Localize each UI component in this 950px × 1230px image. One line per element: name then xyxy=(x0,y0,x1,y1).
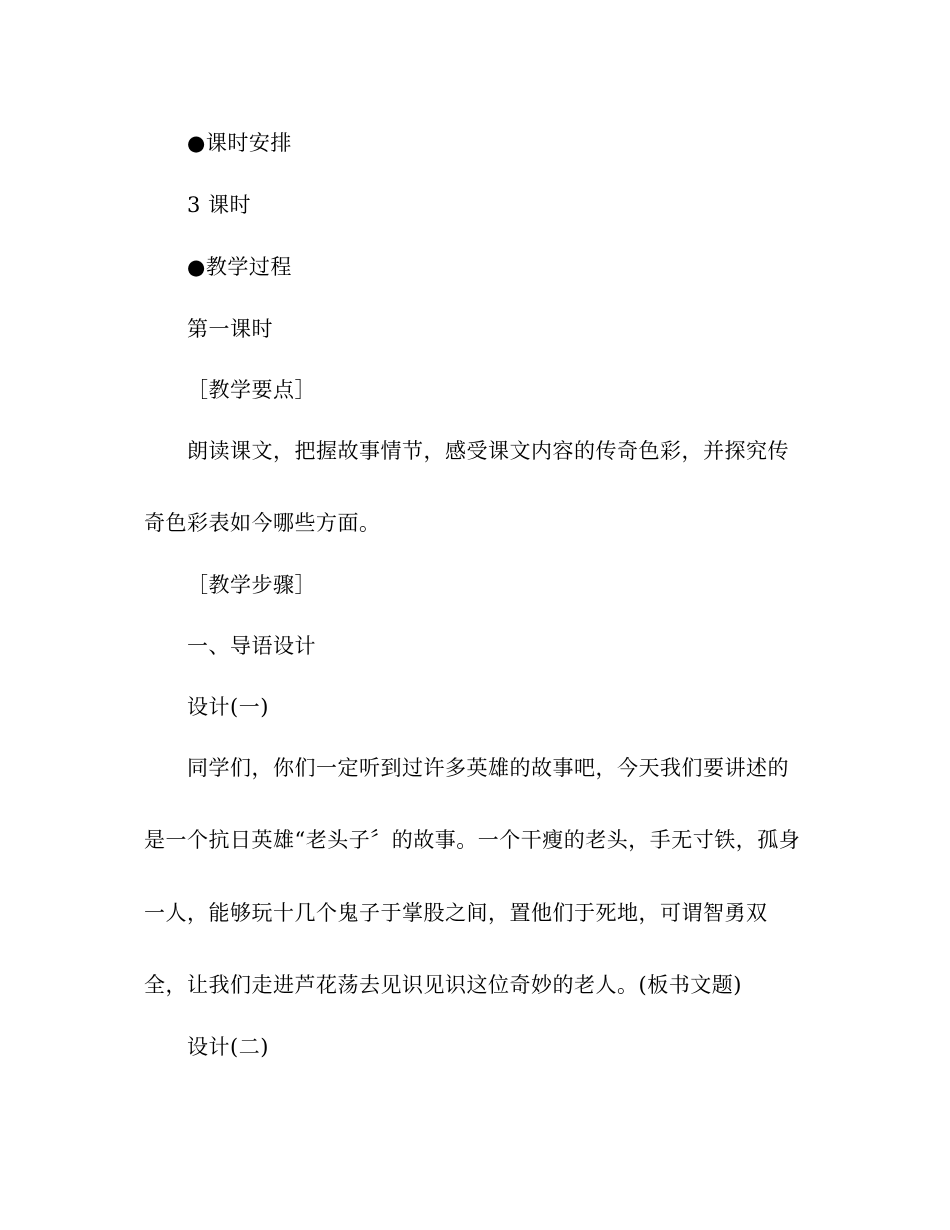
paragraph-line: 朗读课文，把握故事情节，感受课文内容的传奇色彩，并探究传 xyxy=(187,439,789,463)
design-heading: 设计(二) xyxy=(187,1035,269,1059)
subheading-steps: ［教学步骤］ xyxy=(187,573,316,597)
paragraph-line: 奇色彩表如今哪些方面。 xyxy=(144,511,381,535)
schedule-value: 3 课时 xyxy=(187,193,252,217)
paragraph-line: 全，让我们走进芦花荡去见识见识这位奇妙的老人。(板书文题) xyxy=(144,973,742,997)
paragraph-line: 同学们，你们一定听到过许多英雄的故事吧，今天我们要讲述的 xyxy=(187,756,789,780)
lesson-title: 第一课时 xyxy=(187,317,273,341)
paragraph-line: 是一个抗日英雄“老头子〞的故事。一个干瘦的老头，手无寸铁，孤身 xyxy=(144,828,801,852)
subheading-key-points: ［教学要点］ xyxy=(187,378,316,402)
paragraph-line: 一人，能够玩十几个鬼子于掌股之间，置他们于死地，可谓智勇双 xyxy=(144,901,768,925)
section-heading-process: ●教学过程 xyxy=(187,255,292,279)
step-heading: 一、导语设计 xyxy=(187,634,316,658)
section-heading-schedule: ●课时安排 xyxy=(187,131,292,155)
design-heading: 设计(一) xyxy=(187,695,269,719)
